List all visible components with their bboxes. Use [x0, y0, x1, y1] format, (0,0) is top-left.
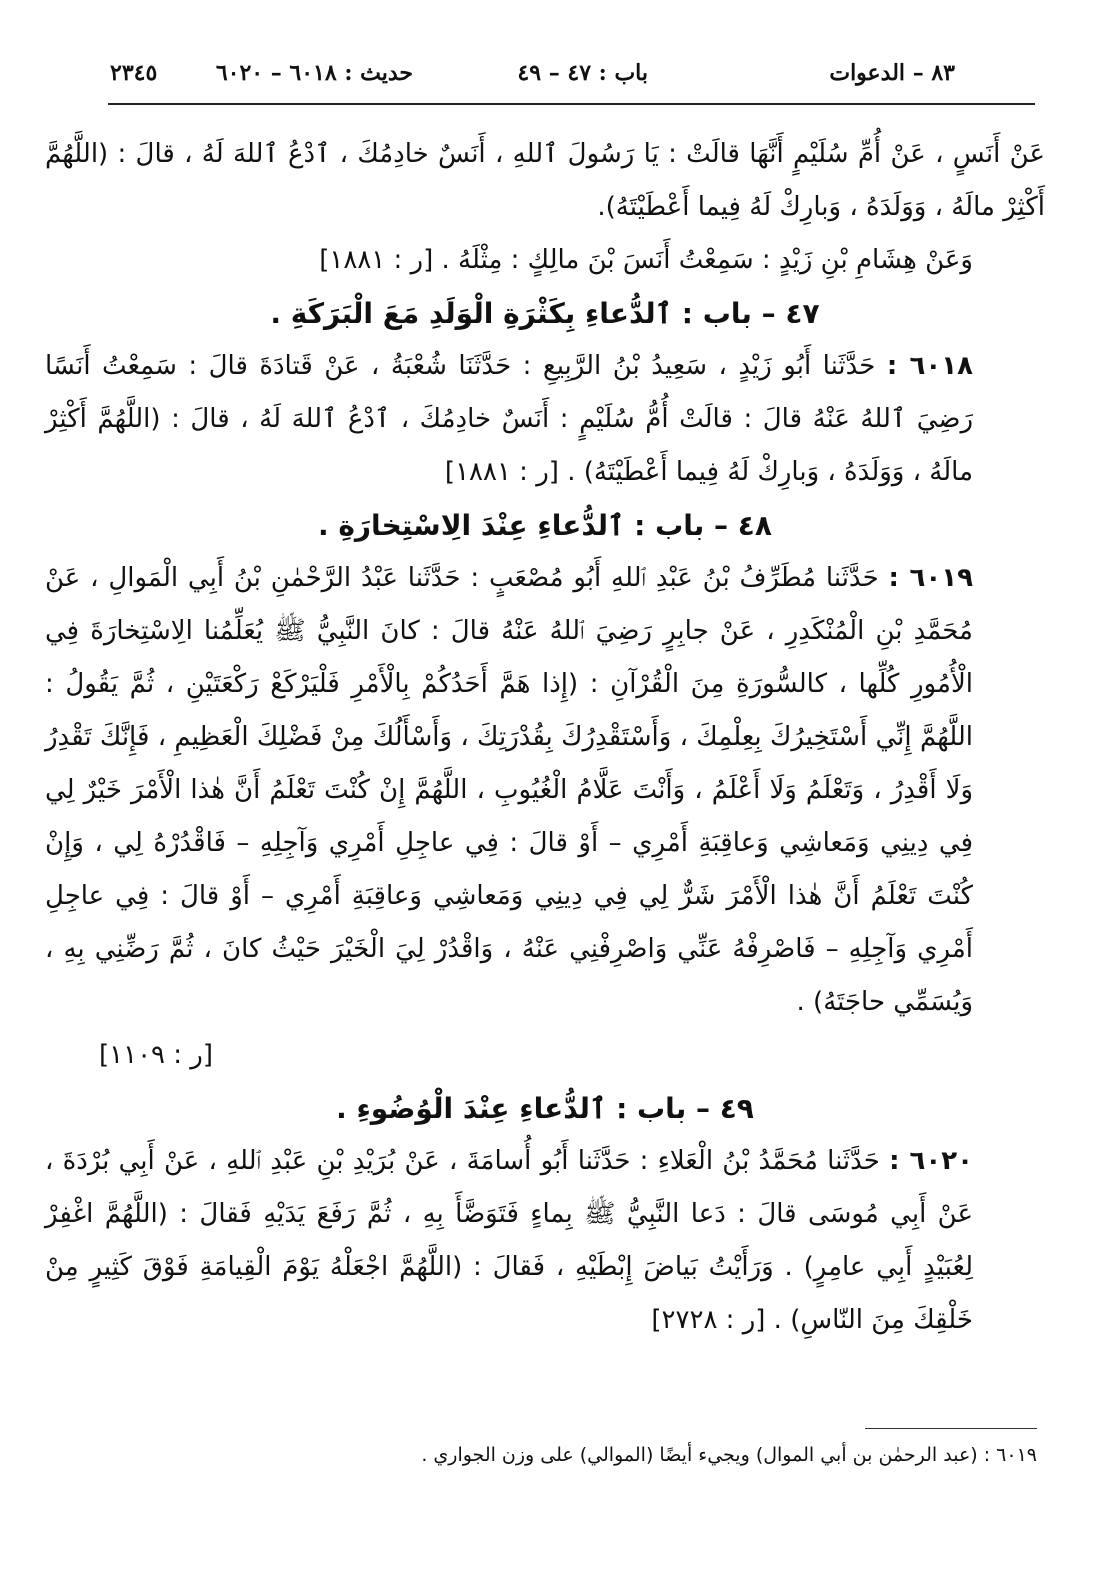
hadith-ref: [ر : ١١٠٩] [98, 1040, 213, 1070]
hadith-ref: [ر : ٢٧٢٨] [651, 1305, 766, 1335]
page-header [110, 54, 1033, 94]
intro-paragraph [45, 128, 1045, 234]
section-47-heading: ٤٧ – باب : ٱلدُّعاءِ بِكَثْرَةِ الْوَلَدِ مَعَ الْبَرَكَةِ . [270, 297, 820, 330]
bab-range: باب : ٤٧ – ٤٩ [517, 60, 648, 86]
hadith-6019 [45, 552, 1045, 1082]
hisham-text: وَعَنْ هِشَامِ بْنِ زَيْدٍ : سَمِعْتُ أَنَسَ بْنَ مالِكٍ : مِثْلَهُ . [441, 245, 973, 275]
footnote-divider [865, 1428, 1037, 1429]
footnote: ٦٠١٩ : (عبد الرحمٰن بن أبي الموال) ويجيء أيضًا (الموالي) على وزن الجواري . [421, 1444, 1037, 1466]
hadith-ref: [ر : ١٨٨١] [444, 457, 559, 487]
hadith-number: ٦٠١٩ : [888, 563, 974, 593]
section-48-heading: ٤٨ – باب : ٱلدُّعاءِ عِنْدَ الِاسْتِخارَةِ . [318, 509, 772, 542]
hadith-6018 [45, 340, 1045, 499]
hadith-range: حديث : ٦٠١٨ – ٦٠٢٠ [215, 60, 413, 86]
main-text [45, 128, 1045, 1347]
hisham-paragraph [45, 234, 1045, 287]
chapter-title: ٨٣ – الدعوات [829, 60, 955, 86]
header-divider [108, 103, 1035, 105]
hadith-text: حَدَّثَنا مُحَمَّدُ بْنُ الْعَلاءِ : حَدَّثَنا أَبُو أُسامَةَ ، عَنْ بُرَيْدِ بْنِ عَبْدِ ٱللهِ ، عَنْ أَبِي بُرْدَةَ ، عَنْ أَبِي مُوسَى قالَ : دَعا النَّبِيُّ ﷺ بِماءٍ فَتَوَضَّأَ بِهِ ، ثُمَّ رَفَعَ يَدَيْهِ فَقالَ : (اللَّهُمَّ اغْفِرْ لِعُبَيْدٍ أَبِي عامِرٍ) . وَرَأَيْتُ بَياضَ إِبْطَيْهِ ، فَقالَ : (اللَّهُمَّ اجْعَلْهُ يَوْمَ الْقِيامَةِ فَوْقَ كَثِيرٍ مِنْ خَلْقِكَ مِنَ النّاسِ) . [45, 1146, 973, 1335]
page-number: ٢٣٤٥ [110, 60, 158, 86]
intro-text: عَنْ أَنَسٍ ، عَنْ أُمِّ سُلَيْمٍ أَنَّهَا قالَتْ : يَا رَسُولَ ٱللهِ ، أَنَسٌ خادِمُكَ ، ٱدْعُ ٱللهَ لَهُ ، قالَ : (اللَّهُمَّ أَكْثِرْ مالَهُ ، وَوَلَدَهُ ، وَبارِكْ لَهُ فِيما أَعْطَيْتَهُ). [45, 139, 1045, 222]
hadith-text: حَدَّثَنا أَبُو زَيْدٍ ، سَعِيدُ بْنُ الرَّبِيعِ : حَدَّثَنَا شُعْبَةُ ، عَنْ قَتادَةَ قالَ : سَمِعْتُ أَنَسًا رَضِيَ ٱللهُ عَنْهُ قالَ : قالَتْ أُمُّ سُلَيْمٍ : أَنَسٌ خادِمُكَ ، ٱدْعُ ٱللهَ لَهُ ، قالَ : (اللَّهُمَّ أَكْثِرْ مالَهُ ، وَوَلَدَهُ ، وَبارِكْ لَهُ فِيما أَعْطَيْتَهُ) . [45, 351, 973, 487]
hadith-number: ٦٠٢٠ : [889, 1146, 974, 1176]
hadith-6020 [45, 1135, 1045, 1347]
hadith-text: حَدَّثَنا مُطَرِّفُ بْنُ عَبْدِ ٱللهِ أَبُو مُصْعَبٍ : حَدَّثَنا عَبْدُ الرَّحْمٰنِ بْنُ أَبِي الْمَوالِ ، عَنْ مُحَمَّدِ بْنِ الْمُنْكَدِرِ ، عَنْ جابِرٍ رَضِيَ ٱللهُ عَنْهُ قالَ : كانَ النَّبِيُّ ﷺ يُعَلِّمُنا الِاسْتِخارَةَ فِي الْأُمُورِ كُلِّها ، كالسُّورَةِ مِنَ الْقُرْآنِ : (إِذا هَمَّ أَحَدُكُمْ بِالْأَمْرِ فَلْيَرْكَعْ رَكْعَتَيْنِ ، ثُمَّ يَقُولُ : اللَّهُمَّ إِنِّي أَسْتَخِيرُكَ بِعِلْمِكَ ، وَأَسْتَقْدِرُكَ بِقُدْرَتِكَ ، وَأَسْأَلُكَ مِنْ فَضْلِكَ الْعَظِيمِ ، فَإِنَّكَ تَقْدِرُ وَلَا أَقْدِرُ ، وَتَعْلَمُ وَلَا أَعْلَمُ ، وَأَنْتَ عَلَّامُ الْغُيُوبِ ، اللَّهُمَّ إِنْ كُنْتَ تَعْلَمُ أَنَّ هٰذا الْأَمْرَ خَيْرٌ لِي فِي دِينِي وَمَعاشِي وَعاقِبَةِ أَمْرِي – أَوْ قالَ : فِي عاجِلِ أَمْرِي وَآجِلِهِ – فَاقْدُرْهُ لِي ، وَإِنْ كُنْتَ تَعْلَمُ أَنَّ هٰذا الْأَمْرَ شَرٌّ لِي فِي دِينِي وَمَعاشِي وَعاقِبَةِ أَمْرِي – أَوْ قالَ : فِي عاجِلِ أَمْرِي وَآجِلِهِ – فَاصْرِفْهُ عَنِّي وَاصْرِفْنِي عَنْهُ ، وَاقْدُرْ لِيَ الْخَيْرَ حَيْثُ كانَ ، ثُمَّ رَضِّنِي بِهِ ، وَيُسَمِّي حاجَتَهُ) . [45, 563, 973, 1017]
section-49-heading: ٤٩ – باب : ٱلدُّعاءِ عِنْدَ الْوُضُوءِ . [336, 1092, 754, 1125]
hadith-number: ٦٠١٨ : [886, 351, 974, 381]
hisham-ref: [ر : ١٨٨١] [319, 245, 434, 275]
